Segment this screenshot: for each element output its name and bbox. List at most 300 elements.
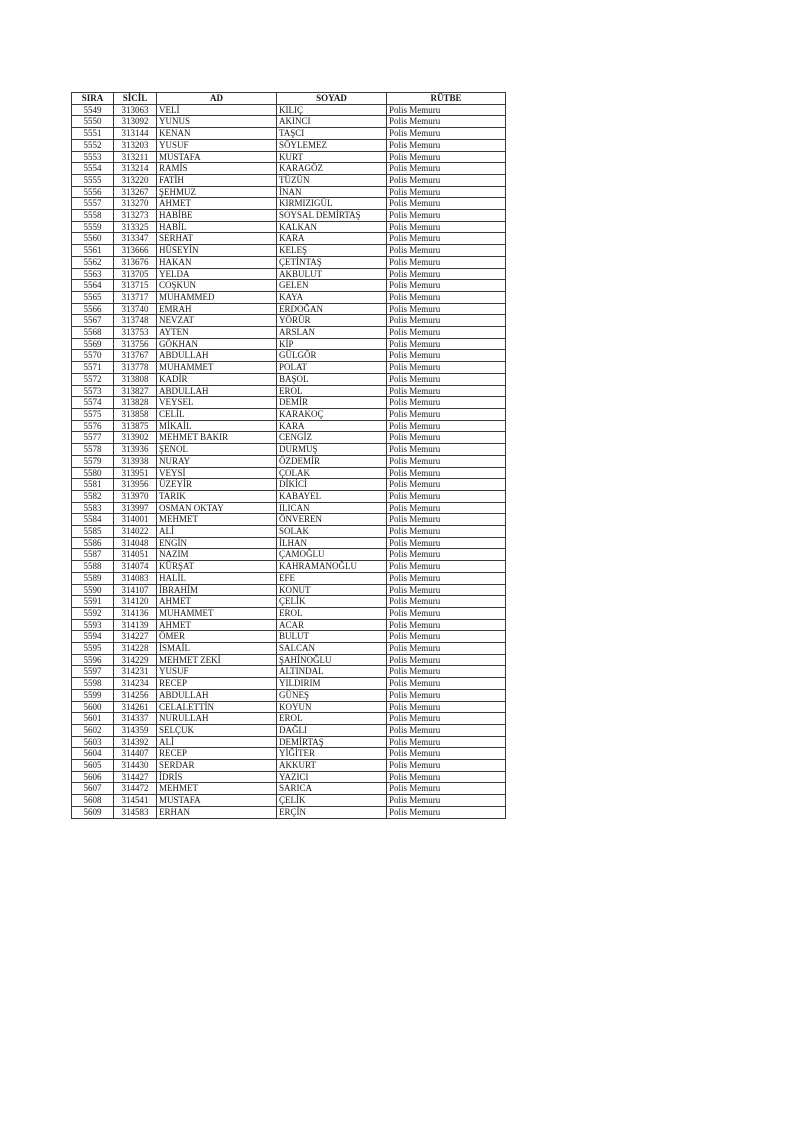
table-row (72, 607, 506, 619)
cell-soyad: ÇOLAK (277, 467, 387, 479)
cell-soyad: ARSLAN (277, 327, 387, 339)
cell-sira: 5550 (72, 116, 114, 128)
cell-rutbe: Polis Memuru (387, 186, 506, 198)
table-row (72, 678, 506, 690)
cell-soyad: GÜLGÖR (277, 350, 387, 362)
cell-sira: 5603 (72, 736, 114, 748)
cell-sira: 5557 (72, 198, 114, 210)
cell-sicil: 313705 (114, 268, 157, 280)
table-row (72, 490, 506, 502)
table-row (72, 596, 506, 608)
table-row (72, 479, 506, 491)
table-row (72, 408, 506, 420)
cell-rutbe: Polis Memuru (387, 151, 506, 163)
cell-sira: 5556 (72, 186, 114, 198)
cell-sira: 5609 (72, 806, 114, 818)
table-row (72, 256, 506, 268)
cell-sira: 5600 (72, 701, 114, 713)
cell-rutbe: Polis Memuru (387, 502, 506, 514)
table-row (72, 502, 506, 514)
cell-sira: 5601 (72, 713, 114, 725)
table-row (72, 748, 506, 760)
cell-sicil: 313717 (114, 291, 157, 303)
cell-soyad: ÖZDEMİR (277, 455, 387, 467)
cell-sicil: 314022 (114, 526, 157, 538)
cell-sicil: 313220 (114, 174, 157, 186)
cell-soyad: GELEN (277, 280, 387, 292)
cell-soyad: EROL (277, 385, 387, 397)
cell-soyad: KONUT (277, 584, 387, 596)
cell-sicil: 313203 (114, 139, 157, 151)
cell-soyad: POLAT (277, 362, 387, 374)
cell-rutbe: Polis Memuru (387, 198, 506, 210)
cell-soyad: İNAN (277, 186, 387, 198)
cell-rutbe: Polis Memuru (387, 619, 506, 631)
cell-ad: COŞKUN (157, 280, 277, 292)
cell-sicil: 313778 (114, 362, 157, 374)
cell-soyad: ALTINDAL (277, 666, 387, 678)
cell-sicil: 313063 (114, 104, 157, 116)
cell-ad: YELDA (157, 268, 277, 280)
cell-rutbe: Polis Memuru (387, 537, 506, 549)
table-row (72, 666, 506, 678)
cell-rutbe: Polis Memuru (387, 397, 506, 409)
cell-rutbe: Polis Memuru (387, 596, 506, 608)
cell-ad: İSMAİL (157, 643, 277, 655)
cell-ad: KADİR (157, 373, 277, 385)
cell-rutbe: Polis Memuru (387, 760, 506, 772)
cell-ad: EMRAH (157, 303, 277, 315)
cell-sira: 5591 (72, 596, 114, 608)
table-row (72, 701, 506, 713)
table-row (72, 128, 506, 140)
cell-sira: 5552 (72, 139, 114, 151)
cell-sicil: 314227 (114, 631, 157, 643)
cell-ad: FATİH (157, 174, 277, 186)
cell-ad: ERHAN (157, 806, 277, 818)
cell-soyad: ÇELİK (277, 596, 387, 608)
table-row (72, 233, 506, 245)
cell-rutbe: Polis Memuru (387, 771, 506, 783)
cell-ad: ALİ (157, 736, 277, 748)
cell-ad: ALİ (157, 526, 277, 538)
cell-rutbe: Polis Memuru (387, 350, 506, 362)
cell-ad: MİKAİL (157, 420, 277, 432)
cell-sicil: 314229 (114, 654, 157, 666)
cell-sira: 5564 (72, 280, 114, 292)
cell-soyad: İLHAN (277, 537, 387, 549)
table-row (72, 104, 506, 116)
cell-soyad: ERDOĞAN (277, 303, 387, 315)
cell-sira: 5608 (72, 795, 114, 807)
cell-ad: VEYSİ (157, 467, 277, 479)
header-ad: AD (157, 93, 277, 105)
cell-soyad: ÖNVEREN (277, 514, 387, 526)
cell-sira: 5551 (72, 128, 114, 140)
cell-rutbe: Polis Memuru (387, 104, 506, 116)
cell-rutbe: Polis Memuru (387, 724, 506, 736)
cell-soyad: TÜZÜN (277, 174, 387, 186)
table-header-row (72, 93, 506, 105)
cell-soyad: ÇETİNTAŞ (277, 256, 387, 268)
table-row (72, 221, 506, 233)
cell-soyad: ÇAMOĞLU (277, 549, 387, 561)
cell-ad: HABİBE (157, 210, 277, 222)
cell-ad: VEYSEL (157, 397, 277, 409)
cell-sira: 5567 (72, 315, 114, 327)
cell-rutbe: Polis Memuru (387, 315, 506, 327)
cell-sira: 5602 (72, 724, 114, 736)
cell-sicil: 314541 (114, 795, 157, 807)
cell-sira: 5553 (72, 151, 114, 163)
table-row (72, 116, 506, 128)
cell-soyad: ILICAN (277, 502, 387, 514)
cell-rutbe: Polis Memuru (387, 408, 506, 420)
cell-sira: 5605 (72, 760, 114, 772)
cell-sicil: 313273 (114, 210, 157, 222)
cell-ad: ÖMER (157, 631, 277, 643)
cell-ad: ŞEHMUZ (157, 186, 277, 198)
cell-rutbe: Polis Memuru (387, 432, 506, 444)
table-row (72, 350, 506, 362)
cell-rutbe: Polis Memuru (387, 256, 506, 268)
cell-sira: 5598 (72, 678, 114, 690)
cell-sira: 5604 (72, 748, 114, 760)
cell-ad: OSMAN OKTAY (157, 502, 277, 514)
cell-soyad: DİKİCİ (277, 479, 387, 491)
cell-sicil: 313828 (114, 397, 157, 409)
cell-sira: 5574 (72, 397, 114, 409)
cell-soyad: KAYA (277, 291, 387, 303)
cell-soyad: KAHRAMANOĞLU (277, 561, 387, 573)
cell-rutbe: Polis Memuru (387, 233, 506, 245)
cell-soyad: ERÇİN (277, 806, 387, 818)
cell-rutbe: Polis Memuru (387, 748, 506, 760)
cell-ad: MEHMET ZEKİ (157, 654, 277, 666)
cell-sira: 5599 (72, 689, 114, 701)
cell-rutbe: Polis Memuru (387, 444, 506, 456)
cell-rutbe: Polis Memuru (387, 514, 506, 526)
cell-sira: 5579 (72, 455, 114, 467)
cell-soyad: EFE (277, 572, 387, 584)
cell-sicil: 313740 (114, 303, 157, 315)
cell-sicil: 313970 (114, 490, 157, 502)
cell-rutbe: Polis Memuru (387, 736, 506, 748)
cell-ad: İBRAHİM (157, 584, 277, 596)
table-row (72, 373, 506, 385)
cell-sicil: 313902 (114, 432, 157, 444)
cell-rutbe: Polis Memuru (387, 163, 506, 175)
cell-sicil: 313715 (114, 280, 157, 292)
cell-sicil: 313936 (114, 444, 157, 456)
table-row (72, 713, 506, 725)
cell-soyad: EROL (277, 713, 387, 725)
cell-rutbe: Polis Memuru (387, 139, 506, 151)
cell-rutbe: Polis Memuru (387, 210, 506, 222)
cell-sicil: 314261 (114, 701, 157, 713)
cell-ad: HALİL (157, 572, 277, 584)
cell-sicil: 314337 (114, 713, 157, 725)
table-row (72, 467, 506, 479)
cell-rutbe: Polis Memuru (387, 607, 506, 619)
table-row (72, 549, 506, 561)
cell-soyad: ŞAHİNOĞLU (277, 654, 387, 666)
cell-sicil: 313092 (114, 116, 157, 128)
table-row (72, 643, 506, 655)
table-row (72, 584, 506, 596)
cell-sicil: 313214 (114, 163, 157, 175)
cell-ad: MUSTAFA (157, 795, 277, 807)
cell-rutbe: Polis Memuru (387, 561, 506, 573)
cell-ad: RECEP (157, 748, 277, 760)
cell-sira: 5549 (72, 104, 114, 116)
cell-soyad: SOLAK (277, 526, 387, 538)
cell-rutbe: Polis Memuru (387, 572, 506, 584)
cell-rutbe: Polis Memuru (387, 631, 506, 643)
cell-soyad: TAŞCI (277, 128, 387, 140)
table-row (72, 174, 506, 186)
cell-soyad: AKINCI (277, 116, 387, 128)
cell-sicil: 314120 (114, 596, 157, 608)
cell-soyad: DURMUŞ (277, 444, 387, 456)
cell-sicil: 314001 (114, 514, 157, 526)
cell-soyad: KARAGÖZ (277, 163, 387, 175)
cell-ad: GÖKHAN (157, 338, 277, 350)
cell-sicil: 313827 (114, 385, 157, 397)
cell-sicil: 313938 (114, 455, 157, 467)
cell-sira: 5572 (72, 373, 114, 385)
cell-sicil: 313748 (114, 315, 157, 327)
cell-rutbe: Polis Memuru (387, 806, 506, 818)
cell-sira: 5554 (72, 163, 114, 175)
cell-rutbe: Polis Memuru (387, 362, 506, 374)
cell-sicil: 313267 (114, 186, 157, 198)
cell-ad: İDRİS (157, 771, 277, 783)
cell-soyad: KİP (277, 338, 387, 350)
cell-rutbe: Polis Memuru (387, 338, 506, 350)
cell-rutbe: Polis Memuru (387, 526, 506, 538)
cell-soyad: KILIÇ (277, 104, 387, 116)
cell-sicil: 313997 (114, 502, 157, 514)
cell-soyad: DAĞLI (277, 724, 387, 736)
personnel-table (71, 92, 506, 819)
cell-sira: 5589 (72, 572, 114, 584)
cell-soyad: KABAYEL (277, 490, 387, 502)
table-row (72, 139, 506, 151)
cell-soyad: BULUT (277, 631, 387, 643)
table-row (72, 362, 506, 374)
cell-sicil: 314256 (114, 689, 157, 701)
table-row (72, 315, 506, 327)
cell-sira: 5573 (72, 385, 114, 397)
cell-ad: NAZIM (157, 549, 277, 561)
cell-sira: 5566 (72, 303, 114, 315)
table-row (72, 432, 506, 444)
table-row (72, 736, 506, 748)
cell-ad: MUHAMMED (157, 291, 277, 303)
cell-sira: 5576 (72, 420, 114, 432)
cell-sira: 5559 (72, 221, 114, 233)
table-row (72, 631, 506, 643)
table-row (72, 760, 506, 772)
cell-rutbe: Polis Memuru (387, 327, 506, 339)
cell-rutbe: Polis Memuru (387, 174, 506, 186)
cell-sicil: 314430 (114, 760, 157, 772)
cell-sira: 5606 (72, 771, 114, 783)
table-body (72, 104, 506, 818)
cell-ad: KENAN (157, 128, 277, 140)
cell-ad: VELİ (157, 104, 277, 116)
table-row (72, 303, 506, 315)
cell-soyad: ÇELİK (277, 795, 387, 807)
cell-soyad: KARA (277, 420, 387, 432)
cell-soyad: AKKURT (277, 760, 387, 772)
table-row (72, 338, 506, 350)
cell-sicil: 313666 (114, 245, 157, 257)
cell-sicil: 314583 (114, 806, 157, 818)
cell-rutbe: Polis Memuru (387, 654, 506, 666)
cell-sira: 5561 (72, 245, 114, 257)
cell-rutbe: Polis Memuru (387, 385, 506, 397)
table-row (72, 280, 506, 292)
table-row (72, 689, 506, 701)
table-row (72, 186, 506, 198)
cell-sicil: 314136 (114, 607, 157, 619)
table-row (72, 724, 506, 736)
table-row (72, 385, 506, 397)
cell-ad: MUSTAFA (157, 151, 277, 163)
cell-soyad: KELEŞ (277, 245, 387, 257)
cell-sicil: 314083 (114, 572, 157, 584)
cell-soyad: SOYSAL DEMİRTAŞ (277, 210, 387, 222)
cell-sira: 5587 (72, 549, 114, 561)
cell-rutbe: Polis Memuru (387, 221, 506, 233)
cell-sira: 5588 (72, 561, 114, 573)
cell-sicil: 314228 (114, 643, 157, 655)
cell-sira: 5571 (72, 362, 114, 374)
cell-ad: YUSUF (157, 666, 277, 678)
cell-sira: 5593 (72, 619, 114, 631)
header-soyad: SOYAD (277, 93, 387, 105)
cell-rutbe: Polis Memuru (387, 245, 506, 257)
table-row (72, 526, 506, 538)
table-row (72, 151, 506, 163)
cell-sicil: 313347 (114, 233, 157, 245)
cell-ad: ABDULLAH (157, 689, 277, 701)
cell-sicil: 313767 (114, 350, 157, 362)
cell-sicil: 314407 (114, 748, 157, 760)
cell-ad: CELİL (157, 408, 277, 420)
cell-sira: 5594 (72, 631, 114, 643)
table-row (72, 198, 506, 210)
cell-sira: 5580 (72, 467, 114, 479)
cell-rutbe: Polis Memuru (387, 291, 506, 303)
cell-sicil: 314048 (114, 537, 157, 549)
cell-soyad: KIRMIZIGÜL (277, 198, 387, 210)
cell-ad: NURULLAH (157, 713, 277, 725)
cell-ad: SERDAR (157, 760, 277, 772)
cell-ad: ŞENOL (157, 444, 277, 456)
cell-soyad: SÖYLEMEZ (277, 139, 387, 151)
cell-ad: YUNUS (157, 116, 277, 128)
cell-soyad: GÜNEŞ (277, 689, 387, 701)
cell-soyad: SALCAN (277, 643, 387, 655)
cell-sira: 5592 (72, 607, 114, 619)
table-row (72, 537, 506, 549)
cell-sira: 5560 (72, 233, 114, 245)
cell-ad: HÜSEYİN (157, 245, 277, 257)
cell-rutbe: Polis Memuru (387, 795, 506, 807)
cell-rutbe: Polis Memuru (387, 701, 506, 713)
cell-rutbe: Polis Memuru (387, 303, 506, 315)
cell-soyad: DEMİR (277, 397, 387, 409)
table-row (72, 245, 506, 257)
cell-ad: SELÇUK (157, 724, 277, 736)
cell-sicil: 313676 (114, 256, 157, 268)
cell-ad: NURAY (157, 455, 277, 467)
cell-sicil: 313808 (114, 373, 157, 385)
cell-sicil: 313144 (114, 128, 157, 140)
cell-ad: AHMET (157, 198, 277, 210)
header-sicil: SİCİL (114, 93, 157, 105)
cell-sicil: 313858 (114, 408, 157, 420)
cell-sira: 5565 (72, 291, 114, 303)
table-row (72, 572, 506, 584)
cell-ad: ABDULLAH (157, 385, 277, 397)
cell-ad: YUSUF (157, 139, 277, 151)
cell-sira: 5558 (72, 210, 114, 222)
table-row (72, 455, 506, 467)
cell-sira: 5590 (72, 584, 114, 596)
cell-sira: 5585 (72, 526, 114, 538)
cell-sira: 5578 (72, 444, 114, 456)
table-row (72, 210, 506, 222)
cell-rutbe: Polis Memuru (387, 420, 506, 432)
cell-sira: 5563 (72, 268, 114, 280)
cell-soyad: EROL (277, 607, 387, 619)
cell-soyad: KALKAN (277, 221, 387, 233)
cell-rutbe: Polis Memuru (387, 549, 506, 561)
cell-ad: HABİL (157, 221, 277, 233)
cell-ad: RAMİS (157, 163, 277, 175)
table-row (72, 444, 506, 456)
table-row (72, 806, 506, 818)
cell-ad: MEHMET (157, 783, 277, 795)
table-row (72, 561, 506, 573)
cell-rutbe: Polis Memuru (387, 666, 506, 678)
cell-sira: 5569 (72, 338, 114, 350)
cell-sira: 5586 (72, 537, 114, 549)
cell-rutbe: Polis Memuru (387, 128, 506, 140)
table-row (72, 654, 506, 666)
cell-ad: NEVZAT (157, 315, 277, 327)
cell-ad: ENGİN (157, 537, 277, 549)
cell-sira: 5583 (72, 502, 114, 514)
header-rutbe: RÜTBE (387, 93, 506, 105)
cell-ad: ÜZEYİR (157, 479, 277, 491)
cell-rutbe: Polis Memuru (387, 373, 506, 385)
cell-sicil: 313956 (114, 479, 157, 491)
cell-sira: 5575 (72, 408, 114, 420)
cell-rutbe: Polis Memuru (387, 280, 506, 292)
cell-soyad: KOYUN (277, 701, 387, 713)
cell-sira: 5595 (72, 643, 114, 655)
cell-rutbe: Polis Memuru (387, 584, 506, 596)
cell-rutbe: Polis Memuru (387, 268, 506, 280)
cell-sicil: 314472 (114, 783, 157, 795)
cell-soyad: SARICA (277, 783, 387, 795)
cell-rutbe: Polis Memuru (387, 713, 506, 725)
